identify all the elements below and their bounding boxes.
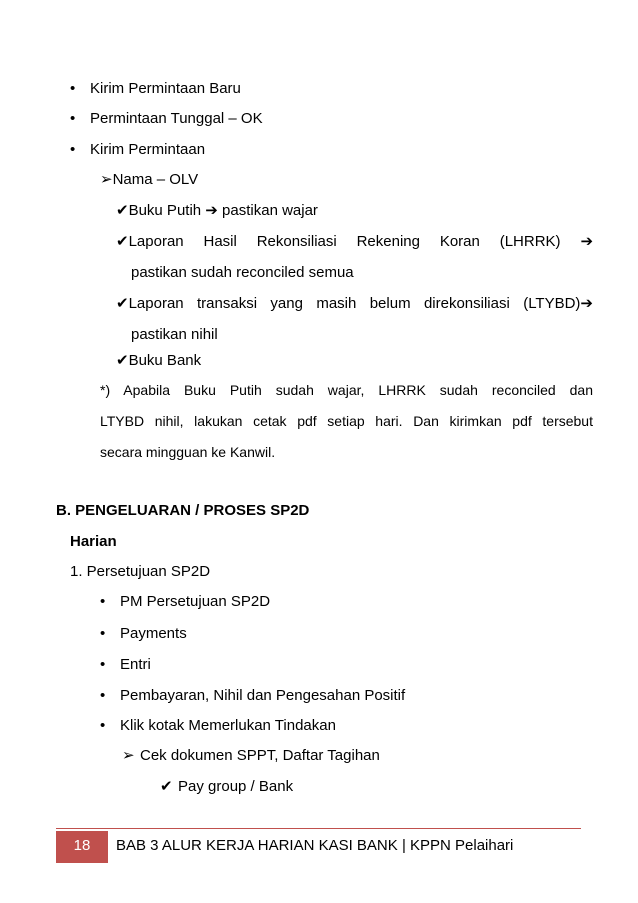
list-item-text: Permintaan Tunggal – OK <box>90 110 263 127</box>
list-item <box>70 79 241 99</box>
check-item <box>116 294 593 314</box>
bullet-icon: • <box>100 656 106 673</box>
check-item-text: Buku Bank <box>128 352 202 369</box>
list-item <box>100 170 198 190</box>
list-item-text: Nama – OLV <box>112 171 199 188</box>
bullet-icon: • <box>100 625 106 642</box>
bullet-icon: • <box>70 141 76 158</box>
bullet-icon: • <box>100 687 106 704</box>
list-item <box>100 716 336 736</box>
list-item-text: Entri <box>120 656 151 673</box>
note-line: LTYBD nihil, lakukan cetak pdf setiap hari. Dan kirimkan pdf tersebut <box>100 413 593 429</box>
check-item <box>116 351 201 371</box>
check-item-text: Laporan transaksi yang masih belum direkonsiliasi (LTYBD) <box>128 295 581 312</box>
list-item <box>100 624 187 644</box>
numbered-item: 1. Persetujuan SP2D <box>70 563 211 580</box>
footer-rule <box>56 828 581 829</box>
check-item-text: pastikan wajar <box>222 202 318 219</box>
arrow-right-icon: ➔ <box>205 202 218 219</box>
check-item-text: Buku Putih <box>128 202 202 219</box>
list-item <box>100 686 405 706</box>
arrow-bullet-icon: ➢ <box>122 747 135 764</box>
list-item <box>100 592 270 612</box>
check-icon: ✔ <box>116 233 129 250</box>
note-line: *) Apabila Buku Putih sudah wajar, LHRRK sudah reconciled dan <box>100 382 593 398</box>
list-item-text: PM Persetujuan SP2D <box>120 593 271 610</box>
check-icon: ✔ <box>160 778 173 795</box>
note-line: secara mingguan ke Kanwil. <box>100 444 276 460</box>
check-item <box>116 201 318 221</box>
bullet-icon: • <box>100 717 106 734</box>
bullet-icon: • <box>70 80 76 97</box>
arrow-bullet-icon: ➢ <box>100 171 113 188</box>
check-item <box>116 232 593 252</box>
bullet-icon: • <box>100 593 106 610</box>
check-item-continuation: pastikan sudah reconciled semua <box>131 264 354 281</box>
page-number: 18 <box>73 837 91 854</box>
check-item-text: Pay group / Bank <box>178 778 294 795</box>
sub-list-item <box>122 746 380 766</box>
bullet-icon: • <box>70 110 76 127</box>
arrow-right-icon: ➔ <box>580 233 594 250</box>
arrow-right-icon: ➔ <box>580 295 593 312</box>
list-item-text: Payments <box>120 625 187 642</box>
section-subheading: Harian <box>70 533 117 550</box>
check-icon: ✔ <box>116 202 129 219</box>
list-item-text: Klik kotak Memerlukan Tindakan <box>120 717 336 734</box>
list-item <box>70 140 205 160</box>
list-item-text: Kirim Permintaan Baru <box>90 80 241 97</box>
list-item-text: Pembayaran, Nihil dan Pengesahan Positif <box>120 687 406 704</box>
list-item <box>100 655 151 675</box>
list-item-text: Kirim Permintaan <box>90 141 206 158</box>
check-item <box>160 777 293 797</box>
check-item-continuation: pastikan nihil <box>131 326 218 343</box>
check-icon: ✔ <box>116 352 129 369</box>
list-item <box>70 109 263 129</box>
section-heading: B. PENGELUARAN / PROSES SP2D <box>56 502 310 519</box>
sub-list-item-text: Cek dokumen SPPT, Daftar Tagihan <box>140 747 380 764</box>
check-item-text: Laporan Hasil Rekonsiliasi Rekening Koran (LHRRK) <box>128 233 561 250</box>
footer-text: BAB 3 ALUR KERJA HARIAN KASI BANK | KPPN Pelaihari <box>116 837 514 854</box>
check-icon: ✔ <box>116 295 129 312</box>
